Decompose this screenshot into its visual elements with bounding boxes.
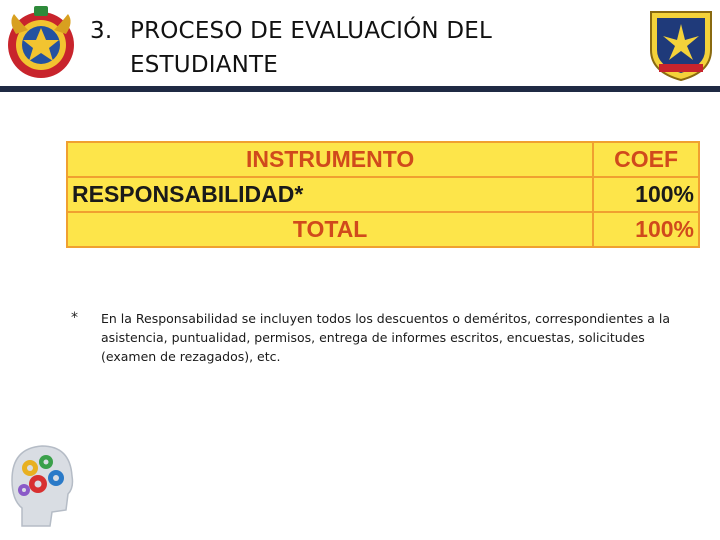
slide-title xyxy=(90,14,630,82)
header-instrumento: INSTRUMENTO xyxy=(67,142,593,177)
footnote-text: En la Responsabilidad se incluyen todos los descuentos o deméritos, correspondientes a la asistencia, puntualidad, permisos, entrega de informes escritos, encuestas, solicitudes (examen de rezagados), etc. xyxy=(101,311,670,364)
shield-emblem-icon xyxy=(645,6,717,82)
header-divider xyxy=(0,86,720,92)
row-coef: 100% xyxy=(593,177,699,212)
head-gears-icon xyxy=(4,440,78,530)
title-line-1: PROCESO DE EVALUACIÓN DEL xyxy=(130,18,492,44)
header-coef: COEF xyxy=(593,142,699,177)
row-label: RESPONSABILIDAD* xyxy=(67,177,593,212)
section-number: 3. xyxy=(90,18,113,44)
title-line-2: ESTUDIANTE xyxy=(130,52,279,78)
total-label: TOTAL xyxy=(67,212,593,247)
table-total-row xyxy=(67,212,699,247)
crest-emblem-icon xyxy=(2,4,80,82)
evaluation-table xyxy=(66,141,700,248)
table-header-row xyxy=(67,142,699,177)
table-row xyxy=(67,177,699,212)
footnote-marker: * xyxy=(71,310,78,326)
total-coef: 100% xyxy=(593,212,699,247)
